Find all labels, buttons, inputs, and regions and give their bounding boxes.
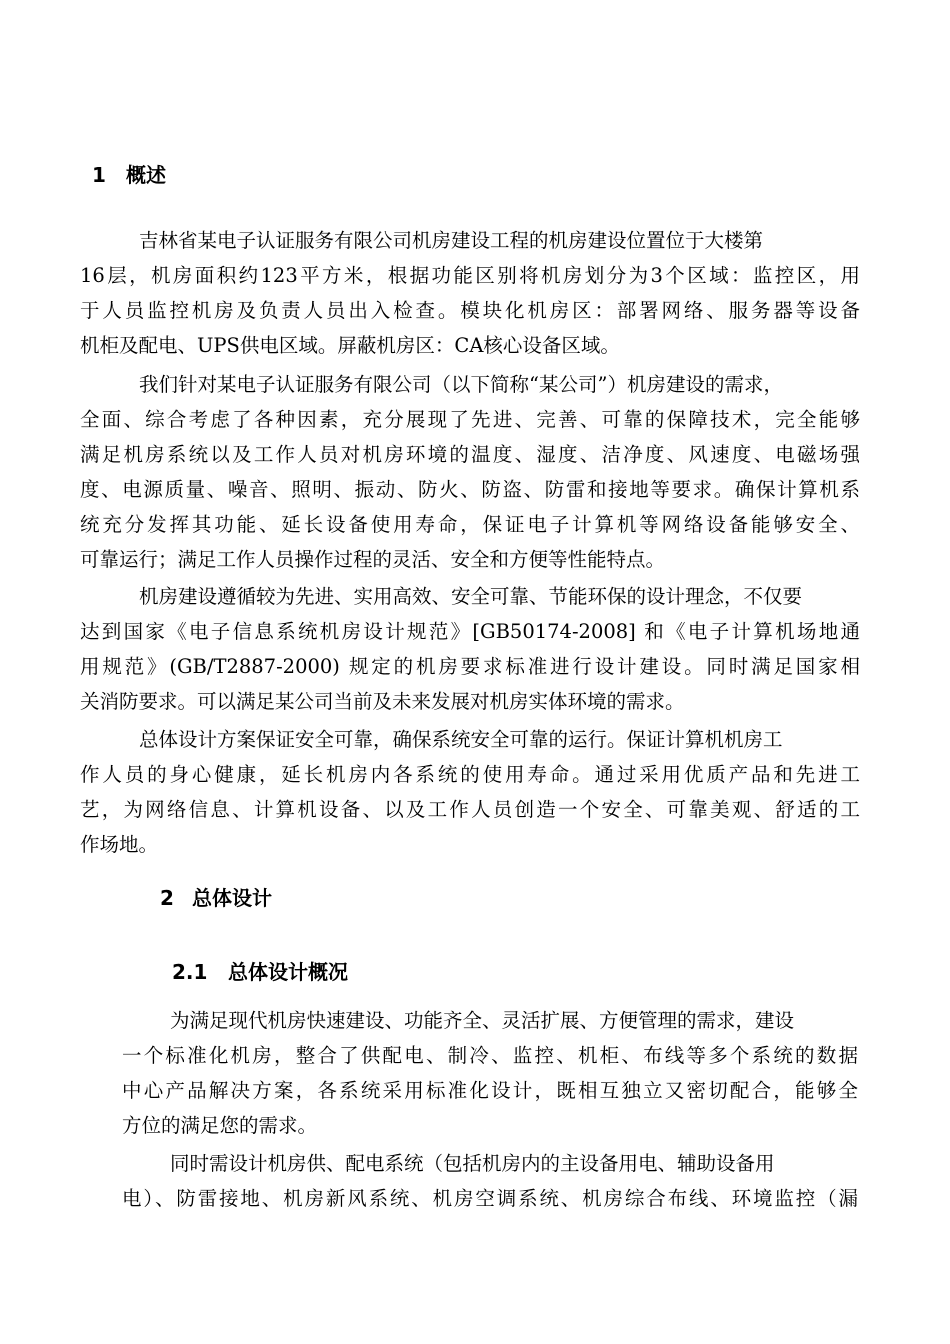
- text-line: 机房建设遵循较为先进、实用高效、安全可靠、节能环保的设计理念，不仅要: [139, 585, 803, 608]
- paragraph: [80, 579, 860, 719]
- section-number: 2.1: [172, 960, 208, 984]
- section-heading-2: [160, 884, 272, 912]
- paragraph: [80, 367, 860, 577]
- text-line: 电）、防雷接地、机房新风系统、机房空调系统、机房综合布线、环境监控（漏: [122, 1187, 858, 1210]
- text-line: 为满足现代机房快速建设、功能齐全、灵活扩展、方便管理的需求，建设: [170, 1009, 795, 1032]
- paragraph: [122, 1146, 858, 1216]
- text-line: 吉林省某电子认证服务有限公司机房建设工程的机房建设位置位于大楼第: [139, 229, 764, 252]
- text-line: 机柜及配电、UPS供电区域。屏蔽机房区：CA核心设备区域。: [80, 334, 620, 357]
- text-line: 统充分发挥其功能、延长设备使用寿命，保证电子计算机等网络设备能够安全、: [80, 513, 860, 536]
- text-line: 可靠运行；满足工作人员操作过程的灵活、安全和方便等性能特点。: [80, 548, 666, 571]
- text-line: 达到国家《电子信息系统机房设计规范》[GB50174-2008] 和《电子计算机场地通: [80, 620, 860, 643]
- text-line: 我们针对某电子认证服务有限公司（以下简称“某公司”）机房建设的需求，: [139, 373, 783, 396]
- paragraph: [80, 722, 860, 862]
- text-line: 中心产品解决方案，各系统采用标准化设计，既相互独立又密切配合，能够全: [122, 1079, 858, 1102]
- text-line: 全面、综合考虑了各种因素，充分展现了先进、完善、可靠的保障技术，完全能够: [80, 408, 860, 431]
- section-title: 总体设计概况: [228, 960, 348, 984]
- paragraph: [122, 1003, 858, 1143]
- text-line: 方位的满足您的需求。: [122, 1114, 318, 1137]
- text-line: 度、电源质量、噪音、照明、振动、防火、防盗、防雷和接地等要求。确保计算机系: [80, 478, 860, 501]
- section-title: 总体设计: [192, 886, 272, 910]
- text-line: 用规范》(GB/T2887-2000) 规定的机房要求标准进行设计建设。同时满足国家相: [80, 655, 860, 678]
- section-title: 概述: [126, 163, 166, 187]
- text-line: 作场地。: [80, 833, 159, 856]
- text-line: 艺，为网络信息、计算机设备、以及工作人员创造一个安全、可靠美观、舒适的工: [80, 798, 860, 821]
- section-number: 2: [160, 886, 174, 910]
- text-line: 于人员监控机房及负责人员出入检查。模块化机房区：部署网络、服务器等设备: [80, 299, 860, 322]
- text-line: 同时需设计机房供、配电系统（包括机房内的主设备用电、辅助设备用: [170, 1152, 775, 1175]
- section-number: 1: [92, 163, 106, 187]
- paragraph: [80, 223, 860, 363]
- text-line: 满足机房系统以及工作人员对机房环境的温度、湿度、洁净度、风速度、电磁场强: [80, 443, 860, 466]
- section-heading-1: [92, 161, 166, 189]
- text-line: 关消防要求。可以满足某公司当前及未来发展对机房实体环境的需求。: [80, 690, 685, 713]
- section-heading-2-1: [172, 958, 348, 986]
- text-line: 总体设计方案保证安全可靠，确保系统安全可靠的运行。保证计算机机房工: [139, 728, 783, 751]
- text-line: 一个标准化机房，整合了供配电、制冷、监控、机柜、布线等多个系统的数据: [122, 1044, 858, 1067]
- text-line: 作人员的身心健康，延长机房内各系统的使用寿命。通过采用优质产品和先进工: [80, 763, 860, 786]
- text-line: 16层，机房面积约123平方米，根据功能区别将机房划分为3个区域：监控区，用: [80, 264, 860, 287]
